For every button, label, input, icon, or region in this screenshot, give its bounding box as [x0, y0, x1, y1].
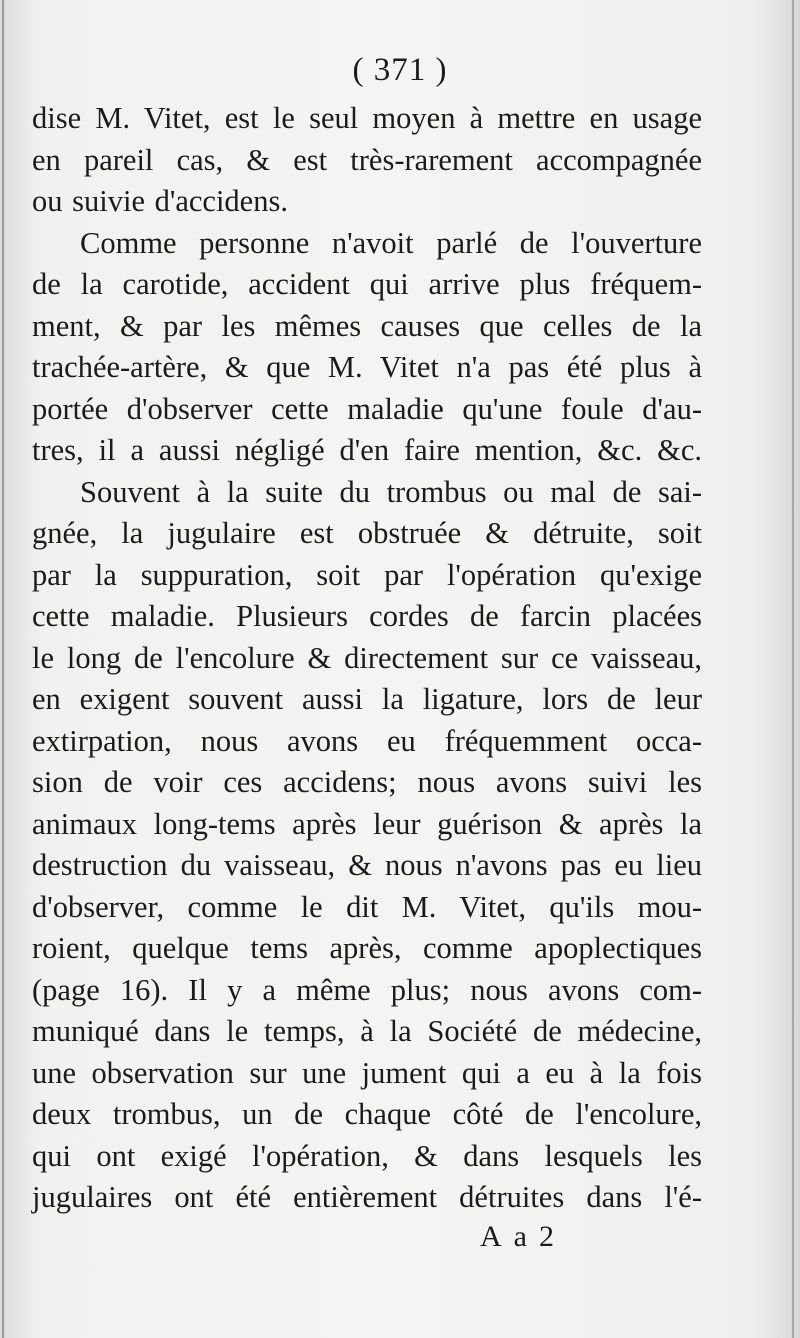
text-line: animaux long-tems après leur guérison & après la	[32, 806, 702, 841]
text-line: en exigent souvent aussi la ligature, lors de leur	[32, 682, 702, 716]
page-number: ( 371 )	[352, 52, 448, 88]
text-line: roient, quelque tems après, comme apoplectiques	[32, 931, 702, 965]
text-line: trachée-artère, & que M. Vitet n'a pas été plus à	[32, 350, 702, 384]
page-edge-right	[792, 0, 794, 1338]
text-line: ou suivie d'accidens.	[32, 184, 288, 218]
text-line: muniqué dans le temps, à la Société de médecine,	[32, 1014, 702, 1048]
text-line: qui ont exigé l'opération, & dans lesquels les	[32, 1138, 702, 1173]
text-line: le long de l'encolure & directement sur ce vaisseau,	[32, 640, 702, 675]
text-line: ment, & par les mêmes causes que celles de la	[32, 308, 702, 343]
text-line: (page 16). Il y a même plus; nous avons com-	[32, 972, 702, 1007]
text-line: une observation sur une jument qui a eu à la fois	[32, 1055, 702, 1090]
text-line: deux trombus, un de chaque côté de l'encolure,	[32, 1097, 702, 1131]
text-line: d'observer, comme le dit M. Vitet, qu'ils mou-	[32, 889, 702, 924]
signature-mark: Aa2	[480, 1220, 566, 1253]
text-line: en pareil cas, & est très-rarement accompagnée	[32, 142, 702, 177]
text-line: Souvent à la suite du trombus ou mal de sai-	[80, 474, 702, 509]
text-line: dise M. Vitet, est le seul moyen à mettre en usage	[32, 101, 702, 135]
text-line: Comme personne n'avoit parlé de l'ouverture	[80, 225, 702, 260]
text-line: cette maladie. Plusieurs cordes de farcin placées	[32, 599, 702, 633]
text-line: sion de voir ces accidens; nous avons suivi les	[32, 765, 702, 799]
text-line: jugulaires ont été entièrement détruites dans l'é-	[32, 1180, 702, 1214]
text-line: tres, il a aussi négligé d'en faire mention, &c. &c.	[32, 433, 702, 467]
text-line: extirpation, nous avons eu fréquemment occa-	[32, 723, 702, 758]
text-line: portée d'observer cette maladie qu'une foule d'au-	[32, 391, 702, 426]
text-line: par la suppuration, soit par l'opération qu'exige	[32, 557, 702, 592]
text-line: de la carotide, accident qui arrive plus fréquem-	[32, 267, 702, 301]
page-edge-left	[2, 0, 4, 1338]
body-text	[32, 98, 702, 1219]
text-line: gnée, la jugulaire est obstruée & détruite, soit	[32, 516, 702, 550]
text-line: destruction du vaisseau, & nous n'avons pas eu lieu	[32, 848, 702, 882]
